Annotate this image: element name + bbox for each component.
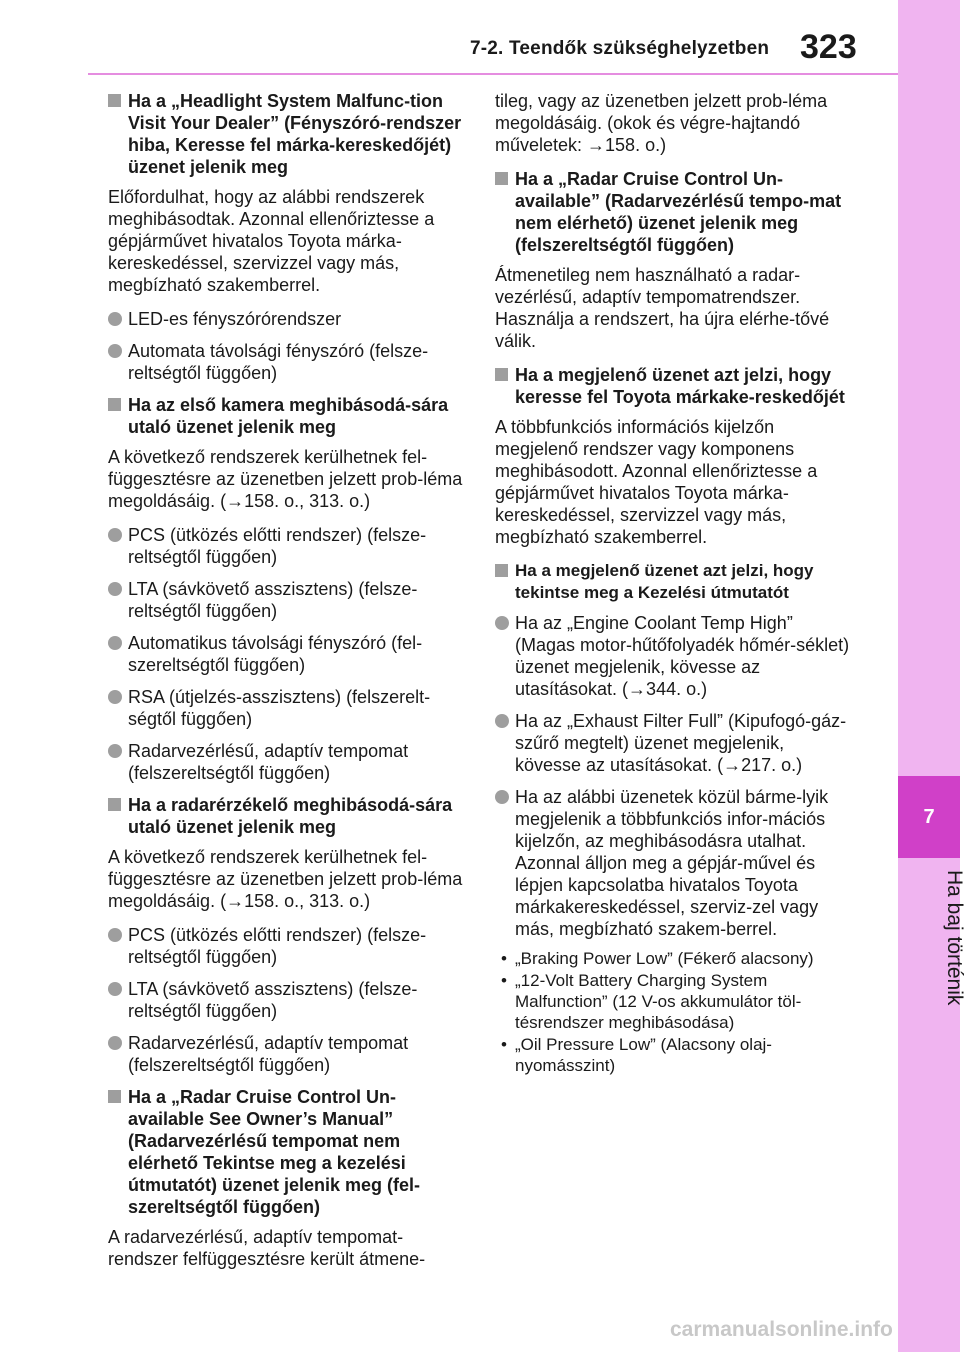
sub-list-item bbox=[495, 948, 855, 969]
square-bullet-icon bbox=[108, 398, 121, 411]
heading-text: Ha a „Headlight System Malfunc-tion Visit Your Dealer” (Fényszóró-rendszer hiba, Keresse fel márka-kereskedőjét) üzenet jelenik meg bbox=[128, 91, 462, 177]
square-bullet-icon bbox=[495, 368, 508, 381]
list-item-text: Radarvezérlésű, adaptív tempomat (felszereltségtől függően) bbox=[128, 1033, 409, 1075]
circle-bullet-icon bbox=[495, 616, 509, 630]
list-item-text: PCS (ütközés előtti rendszer) (felsze-reltségtől függően) bbox=[128, 925, 427, 967]
list-item bbox=[108, 524, 468, 568]
paragraph-continued: tileg, vagy az üzenetben jelzett prob-léma megoldásáig. (okok és végre-hajtandó műveletek: →158. o.) bbox=[495, 91, 828, 155]
paragraph: A következő rendszerek kerülhetnek fel-függesztésre az üzenetben jelzett prob-léma megoldásáig. (→158. o., 313. o.) bbox=[108, 447, 463, 511]
circle-bullet-icon bbox=[108, 928, 122, 942]
circle-bullet-icon bbox=[495, 714, 509, 728]
paragraph: A radarvezérlésű, adaptív tempomat-rendszer felfüggesztésre került átmene- bbox=[108, 1227, 426, 1269]
section-title: 7-2. Teendők szükséghelyzetben bbox=[470, 38, 770, 59]
chapter-title: Ha baj történik bbox=[943, 870, 966, 1006]
left-column bbox=[108, 90, 468, 1282]
list-item-text: Automatikus távolsági fényszóró (fel-szereltségtől függően) bbox=[128, 633, 423, 675]
list-item-text: LTA (sávkövető asszisztens) (felsze-reltségtől függően) bbox=[128, 579, 418, 621]
heading-text: Ha a megjelenő üzenet azt jelzi, hogy keresse fel Toyota márkake-reskedőjét bbox=[515, 365, 845, 407]
small-bullet-icon: • bbox=[501, 971, 507, 990]
header-divider bbox=[88, 73, 898, 75]
square-bullet-icon bbox=[108, 798, 121, 811]
paragraph: Átmenetileg nem használható a radar-vezérlésű, adaptív tempomatrendszer. Használja a rendszert, ha újra elérhe-tővé válik. bbox=[495, 265, 830, 351]
list-item bbox=[495, 786, 855, 940]
list-item bbox=[495, 612, 855, 700]
heading-text: Ha a „Radar Cruise Control Un-available” (Radarvezérlésű tempo-mat nem elérhető) üzenet jelenik meg (felszereltségtől függően) bbox=[515, 169, 842, 255]
heading-text: Ha az első kamera meghibásodá-sára utaló üzenet jelenik meg bbox=[128, 395, 449, 437]
section-heading bbox=[108, 90, 468, 178]
list-item-text: LTA (sávkövető asszisztens) (felsze-reltségtől függően) bbox=[128, 979, 418, 1021]
square-bullet-icon bbox=[108, 94, 121, 107]
list-item-text: Radarvezérlésű, adaptív tempomat (felszereltségtől függően) bbox=[128, 741, 409, 783]
paragraph: Előfordulhat, hogy az alábbi rendszerek meghibásodtak. Azonnal ellenőriztesse a gépjárművet hivatalos Toyota márka-kereskedéssel, szervizzel vagy más, megbízható szakemberrel. bbox=[108, 187, 435, 295]
sub-list-item-text: „Oil Pressure Low” (Alacsony olaj-nyomásszint) bbox=[515, 1035, 772, 1075]
small-bullet-icon: • bbox=[501, 949, 507, 968]
circle-bullet-icon bbox=[108, 690, 122, 704]
list-item bbox=[108, 578, 468, 622]
square-bullet-icon bbox=[108, 1090, 121, 1103]
section-heading bbox=[495, 364, 855, 408]
right-column bbox=[495, 90, 855, 1077]
list-item bbox=[108, 632, 468, 676]
square-bullet-icon bbox=[495, 564, 508, 577]
circle-bullet-icon bbox=[108, 528, 122, 542]
circle-bullet-icon bbox=[108, 1036, 122, 1050]
list-item bbox=[108, 978, 468, 1022]
list-item bbox=[108, 924, 468, 968]
list-item-text: Ha az „Engine Coolant Temp High” (Magas motor-hűtőfolyadék hőmér-séklet) üzenet megjelenik, kövesse az utasításokat. (→344. o.) bbox=[515, 613, 850, 699]
circle-bullet-icon bbox=[108, 312, 122, 326]
small-bullet-icon: • bbox=[501, 1035, 507, 1054]
heading-text: Ha a „Radar Cruise Control Un-available See Owner’s Manual” (Radarvezérlésű tempomat nem elérhető Tekintse meg a kezelési útmutatót) üzenet jelenik meg (fel-szereltségtől függően) bbox=[128, 1087, 421, 1217]
list-item-text: RSA (útjelzés-asszisztens) (felszerelt-ségtől függően) bbox=[128, 687, 431, 729]
circle-bullet-icon bbox=[108, 636, 122, 650]
list-item-text: Automata távolsági fényszóró (felsze-reltségtől függően) bbox=[128, 341, 429, 383]
sub-list-item bbox=[495, 970, 855, 1033]
sub-list-item-text: „12-Volt Battery Charging System Malfunction” (12 V-os akkumulátor töl-tésrendszer meghibásodása) bbox=[515, 971, 802, 1032]
sub-list-item bbox=[495, 1034, 855, 1076]
sub-list-item-text: „Braking Power Low” (Fékerő alacsony) bbox=[515, 949, 814, 968]
list-item-text: Ha az „Exhaust Filter Full” (Kipufogó-gáz-szűrő megtelt) üzenet megjelenik, kövesse az utasításokat. (→217. o.) bbox=[515, 711, 847, 775]
paragraph: A következő rendszerek kerülhetnek fel-függesztésre az üzenetben jelzett prob-léma megoldásáig. (→158. o., 313. o.) bbox=[108, 847, 463, 911]
circle-bullet-icon bbox=[108, 744, 122, 758]
heading-text: Ha a radarérzékelő meghibásodá-sára utaló üzenet jelenik meg bbox=[128, 795, 453, 837]
section-heading bbox=[495, 560, 855, 604]
circle-bullet-icon bbox=[495, 790, 509, 804]
section-heading bbox=[108, 394, 468, 438]
watermark: carmanualsonline.info bbox=[670, 1318, 893, 1341]
list-item bbox=[108, 340, 468, 384]
square-bullet-icon bbox=[495, 172, 508, 185]
list-item bbox=[495, 710, 855, 776]
circle-bullet-icon bbox=[108, 582, 122, 596]
list-item bbox=[108, 740, 468, 784]
circle-bullet-icon bbox=[108, 982, 122, 996]
circle-bullet-icon bbox=[108, 344, 122, 358]
list-item bbox=[108, 686, 468, 730]
list-item-text: Ha az alábbi üzenetek közül bárme-lyik megjelenik a többfunkciós infor-mációs kijelzőn, az meghibásodásra utalhat. Azonnal álljon meg a gépjár-művel és lépjen kapcsolatba hivatalos Toyota márkakereskedéssel, szerviz-zel vagy más, megbízható szakem-berrel. bbox=[515, 787, 829, 939]
page-number: 323 bbox=[800, 28, 857, 66]
list-item-text: PCS (ütközés előtti rendszer) (felsze-reltségtől függően) bbox=[128, 525, 427, 567]
list-item bbox=[108, 308, 468, 330]
heading-text: Ha a megjelenő üzenet azt jelzi, hogy tekintse meg a Kezelési útmutatót bbox=[515, 561, 814, 602]
chapter-side-tab bbox=[898, 0, 960, 1352]
section-heading bbox=[495, 168, 855, 256]
sub-list bbox=[495, 948, 855, 1076]
paragraph: A többfunkciós információs kijelzőn megjelenő rendszer vagy komponens meghibásodott. Azonnal ellenőriztesse a gépjárművet hivatalos Toyota márka-kereskedéssel, szervizzel vagy más, megbízható szakemberrel. bbox=[495, 417, 818, 547]
list-item-text: LED-es fényszórórendszer bbox=[128, 309, 342, 329]
section-heading bbox=[108, 794, 468, 838]
section-heading bbox=[108, 1086, 468, 1218]
chapter-number-box: 7 bbox=[898, 776, 960, 858]
list-item bbox=[108, 1032, 468, 1076]
